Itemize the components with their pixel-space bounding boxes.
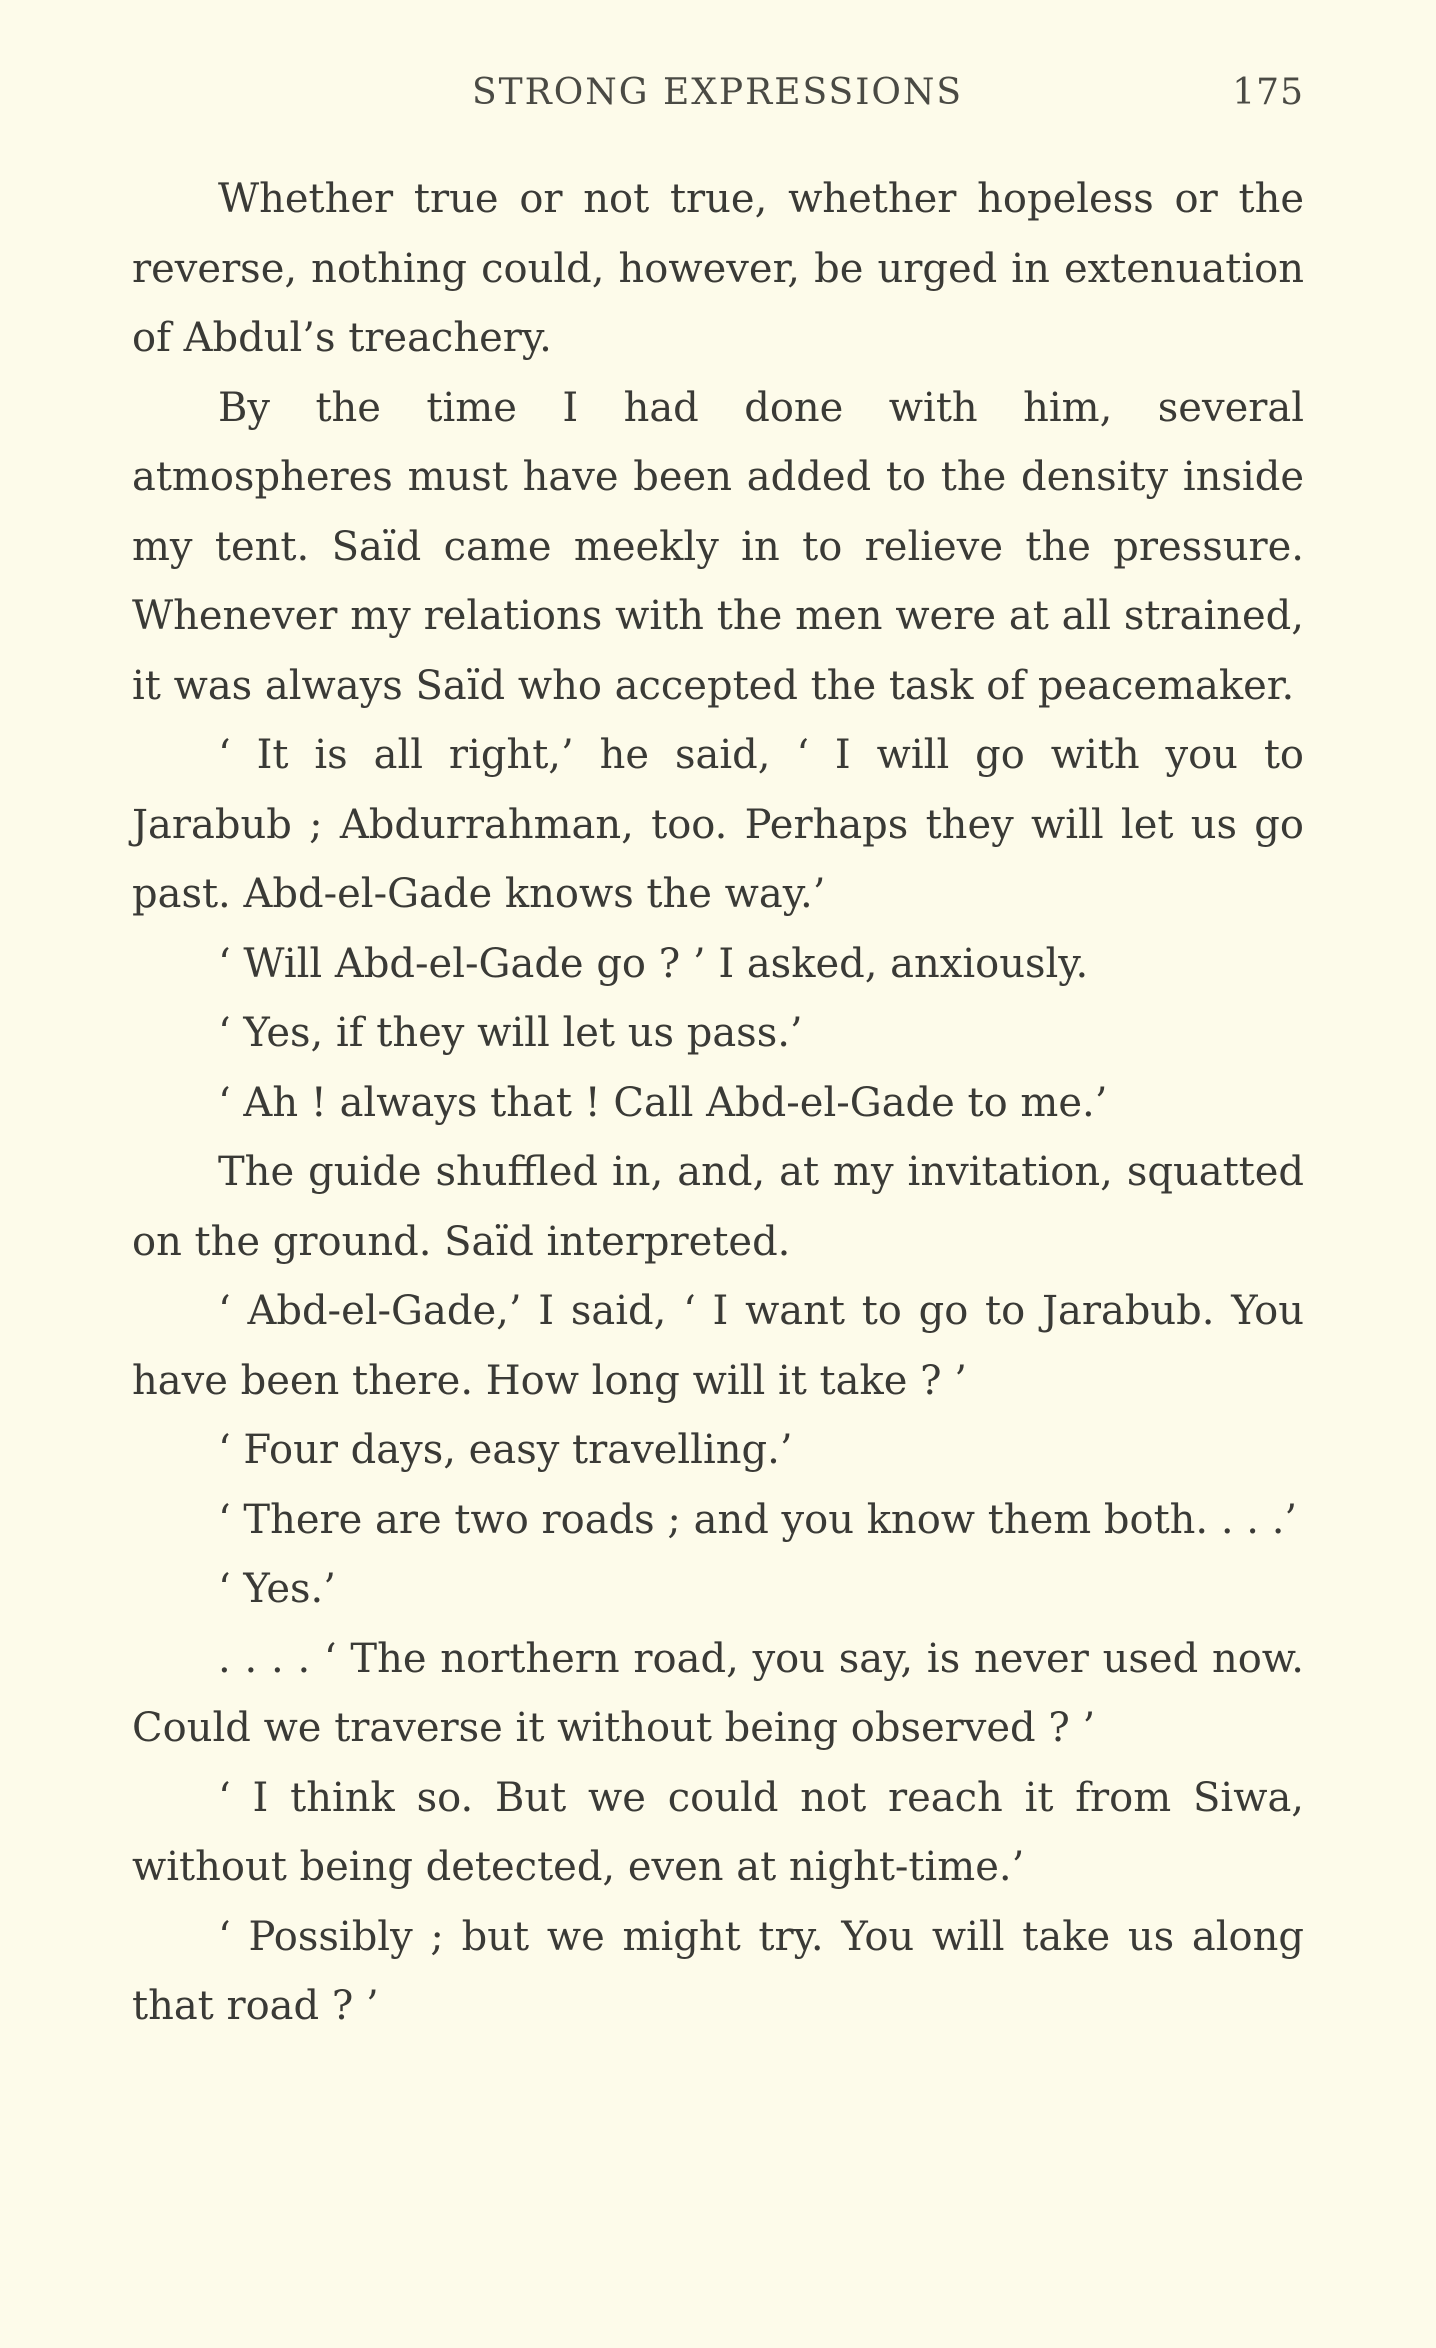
paragraph: ‘ Four days, easy travelling.’: [218, 1427, 793, 1473]
paragraph: ‘ Yes.’: [218, 1566, 336, 1612]
paragraph: ‘ Will Abd-el-Gade go ? ’ I asked, anxiously.: [218, 940, 1089, 987]
page-number: 175: [1232, 72, 1304, 113]
paragraph: ‘ Abd-el-Gade,’ I said, ‘ I want to go to Jarabub. You have been there. How long will it take ? ’: [132, 1288, 1304, 1404]
paragraph: ‘ Possibly ; but we might try. You will take us along that road ? ’: [132, 1913, 1304, 2029]
paragraph: ‘ Ah ! always that ! Call Abd-el-Gade to me.’: [218, 1079, 1108, 1126]
paragraph: ‘ It is all right,’ he said, ‘ I will go with you to Jarabub ; Abdurrahman, too. Perhaps they will let us go past. Abd-el-Gade knows the way.’: [132, 732, 1304, 917]
running-title: STRONG EXPRESSIONS: [472, 72, 964, 113]
running-head: [132, 72, 1304, 122]
paragraph: ‘ Yes, if they will let us pass.’: [218, 1010, 803, 1056]
paragraph: Whether true or not true, whether hopeless or the reverse, nothing could, however, be urged in extenuation of Abdul’s treachery.: [132, 176, 1304, 361]
paragraph: . . . . ‘ The northern road, you say, is never used now. Could we traverse it without being observed ? ’: [132, 1635, 1304, 1751]
paragraph: The guide shuffled in, and, at my invitation, squatted on the ground. Saïd interpreted.: [132, 1149, 1304, 1265]
paragraph: ‘ There are two roads ; and you know them both. . . .’: [218, 1496, 1298, 1543]
paragraph: ‘ I think so. But we could not reach it from Siwa, without being detected, even at night-time.’: [132, 1774, 1304, 1890]
body-text: [132, 165, 1304, 2042]
paragraph: By the time I had done with him, several atmospheres must have been added to the density inside my tent. Saïd came meekly in to relieve the pressure. Whenever my relations with the men were at all strained, it was always Saïd who accepted the task of peacemaker.: [132, 384, 1304, 709]
